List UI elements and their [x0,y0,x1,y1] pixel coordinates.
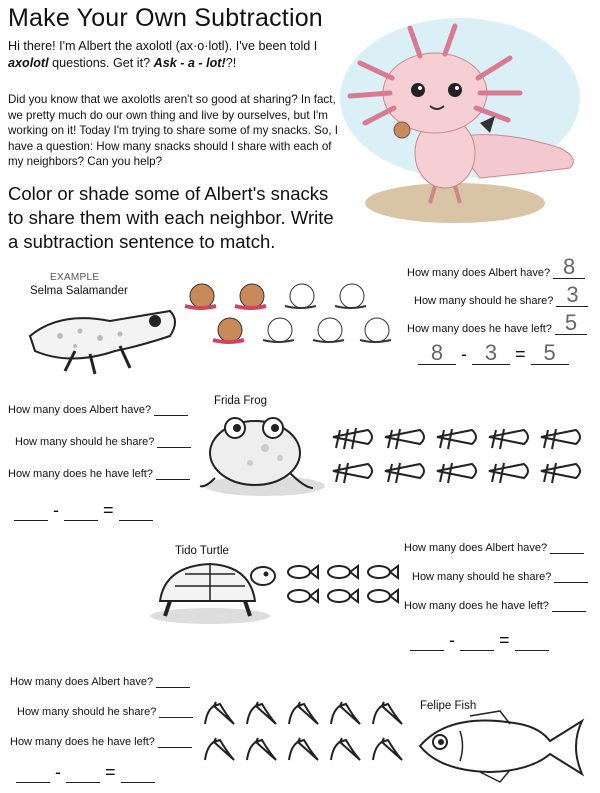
example-eq-c[interactable]: 5 [531,342,569,365]
turtle-share-blank[interactable] [554,582,588,583]
frog-snacks [328,422,588,484]
have-question: How many does Albert have? [404,542,548,554]
fish-share-blank[interactable] [159,717,193,718]
fish-left-blank[interactable] [158,747,192,748]
example-left-row [407,312,587,335]
small-fish-icon [288,566,398,602]
turtle-label: Tido Turtle [175,545,229,557]
frog-label: Frida Frog [214,395,268,407]
frog-have-row [8,404,188,416]
frog-eq-c[interactable] [119,520,153,521]
fish-left-row [10,736,192,748]
left-question: How many does he have left? [404,600,549,612]
frog-left-row [8,468,190,480]
example-snacks [180,280,380,355]
intro-pun-word: axolotl [8,55,49,70]
snail-icon [185,284,391,342]
frog-eq-a[interactable] [14,520,48,521]
frog-left-blank[interactable] [156,479,190,480]
example-eq-b[interactable]: 3 [472,342,510,365]
share-question: How many should he share? [15,436,155,448]
fish-eq-b[interactable] [66,782,100,783]
fish-have-row [10,676,190,688]
minus-sign: - [461,344,468,364]
equals-sign: = [499,630,510,650]
equals-sign: = [105,762,116,782]
turtle-eq-a[interactable] [410,650,444,651]
intro-text-2: questions. Get it? [48,55,154,70]
minus-sign: - [53,500,60,520]
have-question: How many does Albert have? [8,404,152,416]
example-equation [418,342,569,365]
turtle-snacks [285,562,400,606]
frog-icon [195,408,325,498]
turtle-eq-b[interactable] [460,650,494,651]
example-eq-a[interactable]: 8 [418,342,456,365]
turtle-left-blank[interactable] [552,611,586,612]
fish-eq-c[interactable] [121,782,155,783]
example-share-row [414,284,588,307]
turtle-have-blank[interactable] [550,553,584,554]
share-question: How many should he share? [17,706,157,718]
shrimp-icon [333,428,372,449]
frog-eq-b[interactable] [64,520,98,521]
minus-sign: - [55,762,62,782]
salamander-icon [20,296,180,376]
fish-eq-a[interactable] [16,782,50,783]
fish-equation [16,762,155,783]
intro-paragraph [8,38,338,71]
turtle-eq-c[interactable] [515,650,549,651]
example-have-row [407,256,585,279]
frog-share-row [15,436,191,448]
share-question: How many should he share? [414,295,554,307]
example-left-answer[interactable]: 5 [555,312,587,335]
fish-snacks [202,702,402,770]
fish-share-row [17,706,193,718]
fish-icon [410,706,590,786]
fish-have-blank[interactable] [156,687,190,688]
left-question: How many does he have left? [407,323,552,335]
frog-have-blank[interactable] [154,415,188,416]
equals-sign: = [515,344,526,364]
left-question: How many does he have left? [8,468,153,480]
frog-share-blank[interactable] [157,447,191,448]
intro-text-3: ?! [225,55,237,70]
left-question: How many does he have left? [10,736,155,748]
intro-pun: Ask - a - lot! [153,55,226,70]
slug-icon [205,702,402,760]
turtle-equation [410,630,549,651]
example-have-answer[interactable]: 8 [553,256,585,279]
have-question: How many does Albert have? [10,676,154,688]
equals-sign: = [103,500,114,520]
fish-label: Felipe Fish [420,700,477,712]
turtle-left-row [404,600,586,612]
salamander-label: Selma Salamander [30,285,128,297]
minus-sign: - [449,630,456,650]
turtle-icon [145,556,280,626]
page-title: Make Your Own Subtraction [8,4,323,32]
have-question: How many does Albert have? [407,267,551,279]
axolotl-icon [330,8,595,223]
intro-text-1: Hi there! I'm Albert the axolotl (ax·o·lotl). I've been told I [8,39,318,53]
frog-equation [14,500,153,521]
share-question: How many should he share? [412,571,552,583]
story-paragraph: Did you know that we axolotls aren't so good at sharing? In fact, we pretty much do our own thing and live by ourselves, but I'm working on it! Today I'm trying to share some of my snacks. So, I have a question: How many snacks should I share with each of my neighbors? Can you help? [8,93,338,168]
instructions: Color or shade some of Albert's snacks to share them with each neighbor. Write a subtraction sentence to match. [8,183,334,252]
example-tag: EXAMPLE [50,272,100,283]
turtle-have-row [404,542,584,554]
example-share-answer[interactable]: 3 [556,284,588,307]
turtle-share-row [412,571,588,583]
